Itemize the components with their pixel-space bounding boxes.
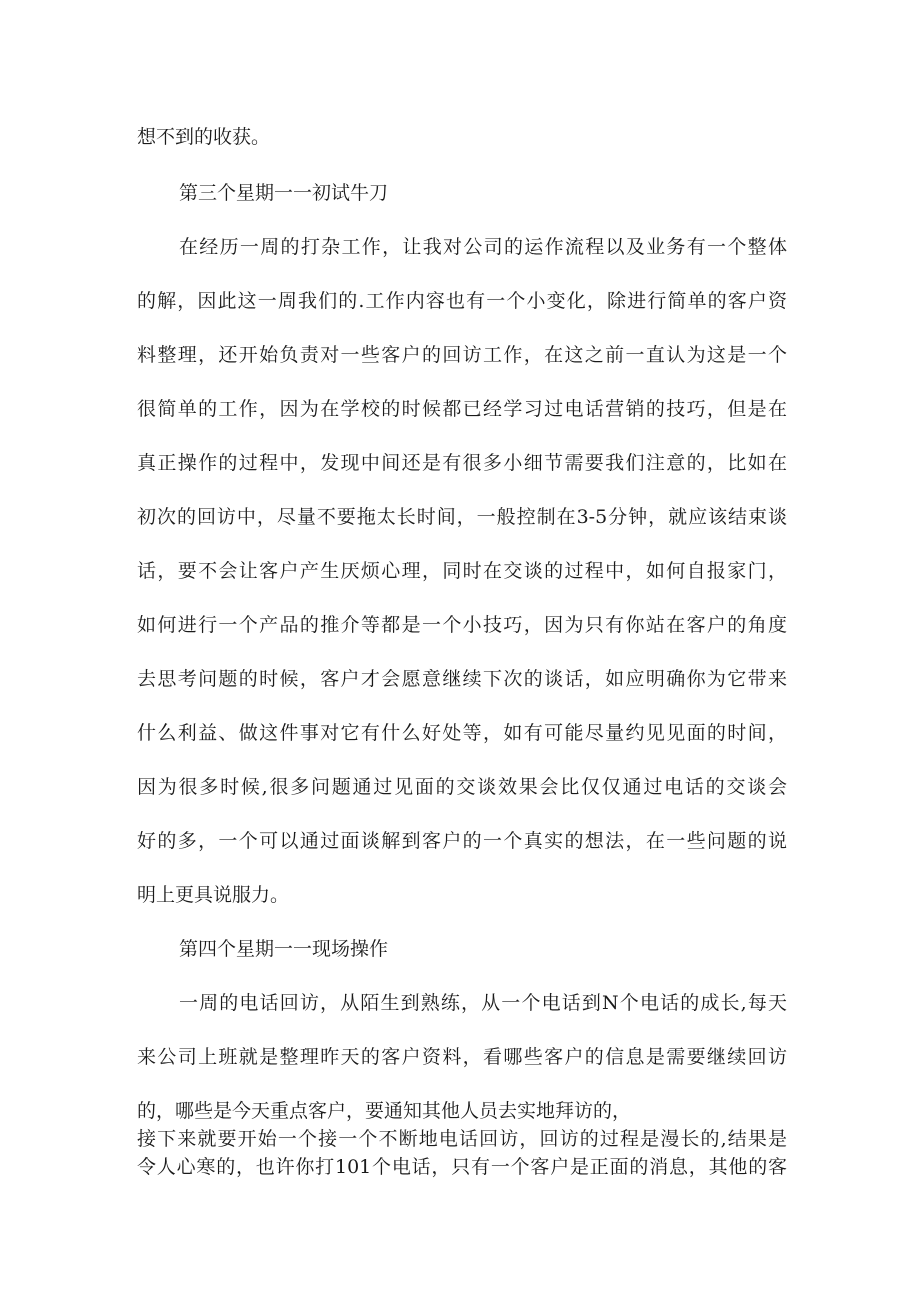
paragraph-line: 来公司上班就是整理昨天的客户资料，看哪些客户的信息是需要继续回访 (137, 1046, 787, 1068)
paragraph-line: 如何进行一个产品的推介等都是一个小技巧，因为只有你站在客户的角度 (137, 614, 787, 636)
paragraph-line: 在经历一周的打杂工作，让我对公司的运作流程以及业务有一个整体 (179, 236, 787, 258)
paragraph-line: 因为很多时候,很多问题通过见面的交谈效果会比仅仅通过电话的交谈会 (137, 776, 787, 798)
paragraph-line: 去思考问题的时候，客户才会愿意继续下次的谈话，如应明确你为它带来 (137, 668, 787, 690)
paragraph-line: 令人心寒的，也许你打101个电话，只有一个客户是正面的消息，其他的客 (137, 1156, 787, 1178)
paragraph-line: 一周的电话回访，从陌生到熟练，从一个电话到N个电话的成长,每天 (179, 992, 787, 1014)
paragraph-line: 的，哪些是今天重点客户，要通知其他人员去实地拜访的， (137, 1100, 632, 1122)
paragraph-line: 明上更具说服力。 (137, 884, 290, 906)
section-heading-week-4: 第四个星期一一现场操作 (179, 938, 389, 960)
paragraph-line: 接下来就要开始一个接一个不断地电话回访，回访的过程是漫长的,结果是 (137, 1128, 787, 1150)
paragraph-line: 什么利益、做这件事对它有什么好处等，如有可能尽量约见见面的时间， (137, 722, 787, 744)
paragraph-line: 想不到的收获。 (137, 126, 271, 148)
paragraph-line: 好的多，一个可以通过面谈解到客户的一个真实的想法，在一些问题的说 (137, 830, 787, 852)
paragraph-line: 的解，因此这一周我们的.工作内容也有一个小变化，除进行简单的客户资 (137, 290, 787, 312)
paragraph-line: 真正操作的过程中，发现中间还是有很多小细节需要我们注意的，比如在 (137, 452, 787, 474)
paragraph-line: 初次的回访中，尽量不要拖太长时间，一般控制在3-5分钟，就应该结束谈 (137, 506, 787, 528)
paragraph-line: 料整理，还开始负责对一些客户的回访工作，在这之前一直认为这是一个 (137, 344, 787, 366)
paragraph-line: 话，要不会让客户产生厌烦心理，同时在交谈的过程中，如何自报家门， (137, 560, 787, 582)
paragraph-line: 很简单的工作，因为在学校的时候都已经学习过电话营销的技巧，但是在 (137, 398, 787, 420)
section-heading-week-3: 第三个星期一一初试牛刀 (179, 182, 389, 204)
